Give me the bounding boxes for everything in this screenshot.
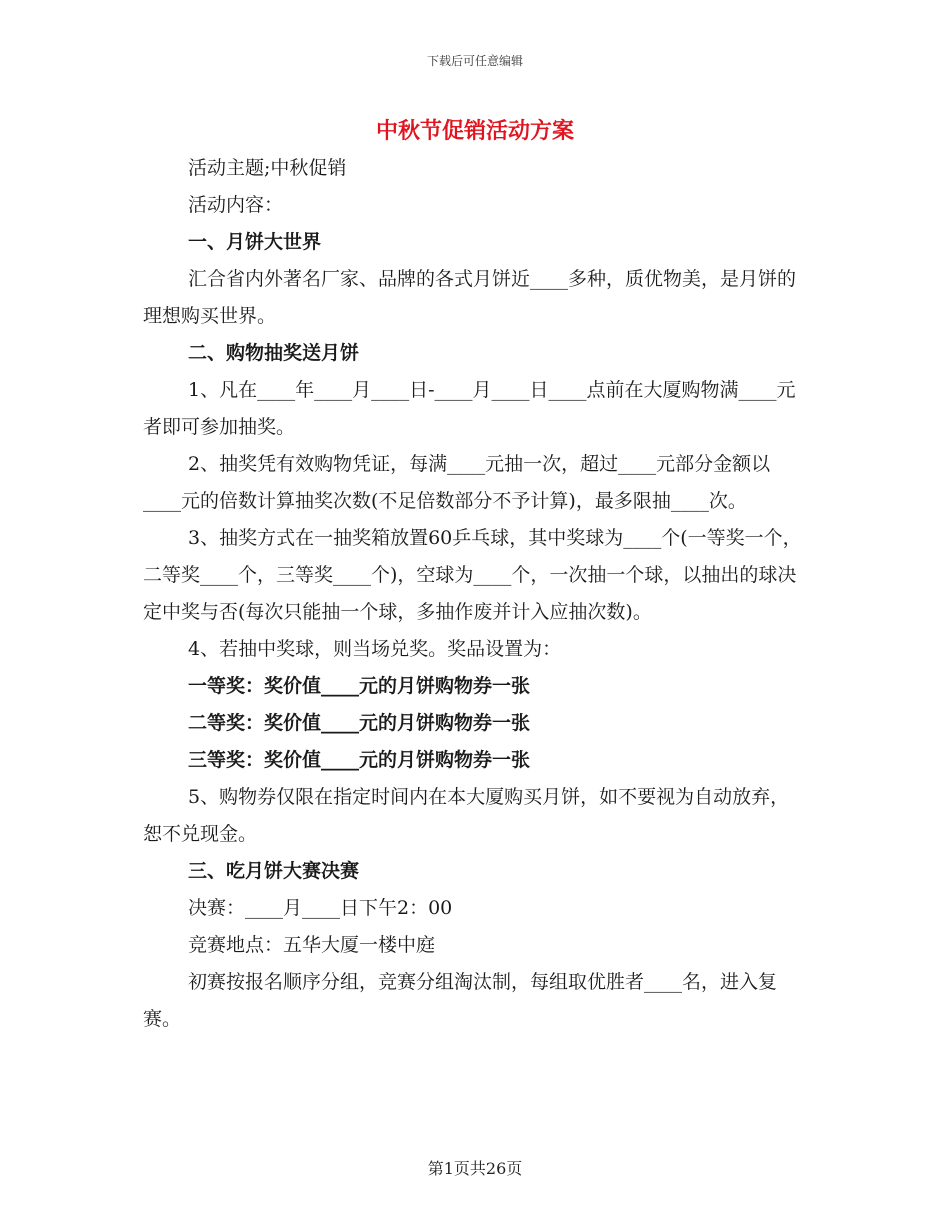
prize-third: 三等奖：奖价值____元的月饼购物券一张 bbox=[188, 749, 531, 771]
paragraph-content-label: 活动内容： bbox=[188, 194, 284, 216]
section-heading-1: 一、月饼大世界 bbox=[188, 231, 322, 253]
prize-first: 一等奖：奖价值____元的月饼购物券一张 bbox=[188, 675, 531, 697]
paragraph-rule-3: 3、抽奖方式在一抽奖箱放置60乒乓球，其中奖球为____个(一等奖一个，二等奖____个，三等奖____个)，空球为____个，一次抽一个球，以抽出的球决定中奖与否(每次只能抽一个球，多抽作废并计入应抽次数)。 bbox=[143, 527, 802, 623]
document-title: 中秋节促销活动方案 bbox=[375, 118, 574, 144]
paragraph-mooncake-world: 汇合省内外著名厂家、品牌的各式月饼近____多种，质优物美，是月饼的理想购买世界。 bbox=[143, 268, 797, 327]
section-heading-3: 三、吃月饼大赛决赛 bbox=[188, 860, 360, 882]
page-header-note: 下载后可任意编辑 bbox=[426, 54, 523, 68]
page-footer-number: 第1页共26页 bbox=[427, 1159, 523, 1178]
paragraph-preliminary: 初赛按报名顺序分组，竞赛分组淘汰制，每组取优胜者____名，进入复赛。 bbox=[143, 971, 778, 1030]
paragraph-rule-4: 4、若抽中奖球，则当场兑奖。奖品设置为： bbox=[188, 638, 562, 660]
paragraph-rule-1: 1、凡在____年____月____日-____月____日____点前在大厦购物满____元者即可参加抽奖。 bbox=[143, 379, 796, 438]
paragraph-theme: 活动主题;中秋促销 bbox=[188, 157, 347, 179]
paragraph-final-time: 决赛：____月____日下午2：00 bbox=[188, 897, 453, 919]
paragraph-venue: 竞赛地点：五华大厦一楼中庭 bbox=[188, 934, 436, 956]
section-heading-2: 二、购物抽奖送月饼 bbox=[188, 342, 360, 364]
prize-second: 二等奖：奖价值____元的月饼购物券一张 bbox=[188, 712, 531, 734]
paragraph-rule-2: 2、抽奖凭有效购物凭证，每满____元抽一次，超过____元部分金额以____元的倍数计算抽奖次数(不足倍数部分不予计算)，最多限抽____次。 bbox=[143, 453, 771, 512]
document-body bbox=[143, 150, 807, 1038]
paragraph-rule-5: 5、购物券仅限在指定时间内在本大厦购买月饼，如不要视为自动放弃，恕不兑现金。 bbox=[143, 786, 790, 845]
